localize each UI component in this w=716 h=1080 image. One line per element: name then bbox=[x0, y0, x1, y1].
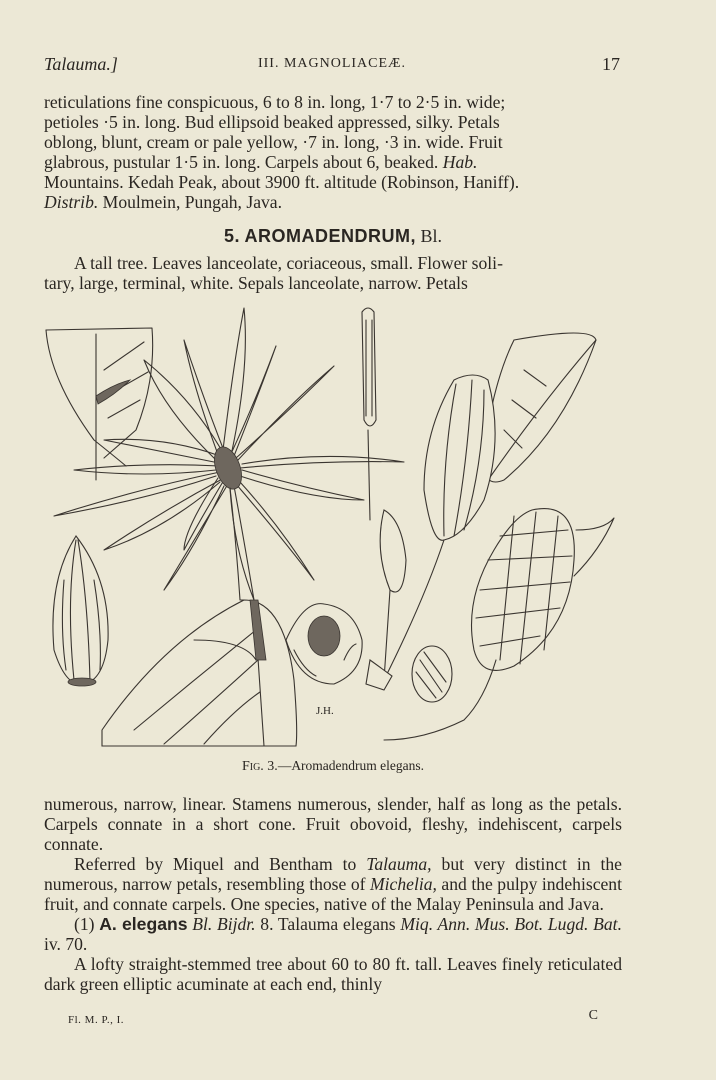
paragraph: numerous, narrow, linear. Stamens numerous, slender, half as long as the petals. Carpels connate in a short cone. Fruit obovoid, fleshy, indehiscent, carpels connate. bbox=[44, 794, 622, 854]
text-line: reticulations fine conspicuous, 6 to 8 in. long, 1·7 to 2·5 in. wide; bbox=[44, 92, 506, 112]
text-line: tary, large, terminal, white. Sepals lanceolate, narrow. Petals bbox=[44, 273, 468, 293]
artist-initials: J.H. bbox=[316, 705, 334, 717]
page-footer bbox=[68, 1008, 598, 1032]
header-family: III. MAGNOLIACEÆ. bbox=[257, 56, 407, 71]
genus-heading bbox=[44, 226, 622, 247]
species-entry: (1) A. elegans Bl. Bijdr. 8. Talauma elegans Miq. Ann. Mus. Bot. Lugd. Bat. iv. 70. bbox=[44, 914, 622, 954]
genus-name: AROMADENDRUM, bbox=[244, 226, 416, 246]
figure-caption bbox=[44, 758, 622, 775]
paragraph: A lofty straight-stemmed tree about 60 to 80 ft. tall. Leaves finely reticulated dark green elliptic acuminate at each end, thinly bbox=[44, 954, 622, 994]
leaf-bottom-center bbox=[102, 600, 297, 746]
running-header bbox=[44, 54, 620, 78]
genus-description-continued bbox=[44, 794, 622, 994]
talauma-description-continued bbox=[44, 92, 622, 212]
figure-label: Fig. 3. bbox=[241, 759, 278, 774]
text-line: glabrous, pustular 1·5 in. long. Carpels about 6, beaked. Hab. bbox=[44, 152, 478, 172]
paragraph: Referred by Miquel and Bentham to Talauma, but very distinct in the numerous, narrow petals, resembling those of Michelia, and the pulpy indehiscent fruit, and connate carpels. One species, native of the Malay Peninsula and Java. bbox=[44, 854, 622, 914]
text-line: Mountains. Kedah Peak, about 3900 ft. altitude (Robinson, Haniff). bbox=[44, 172, 520, 192]
genus-author: Bl. bbox=[420, 226, 443, 246]
botanical-illustration bbox=[44, 300, 624, 752]
flower-bud bbox=[53, 536, 108, 686]
header-genus: Talauma.] bbox=[44, 54, 118, 74]
page-number: 17 bbox=[602, 54, 620, 74]
text-line: oblong, blunt, cream or pale yellow, ·7 in. long, ·3 in. wide. Fruit bbox=[44, 132, 503, 152]
distribution-label: Distrib. bbox=[44, 192, 99, 212]
text-line: petioles ·5 in. long. Bud ellipsoid beaked appressed, silky. Petals bbox=[44, 112, 500, 132]
text-line: Distrib. Moulmein, Pungah, Java. bbox=[44, 192, 283, 212]
fruit bbox=[384, 509, 614, 740]
open-flower bbox=[54, 308, 404, 600]
species-name: A. elegans bbox=[99, 914, 188, 934]
carpel-section bbox=[286, 604, 362, 684]
genus-number: 5. bbox=[223, 226, 240, 246]
stamen bbox=[362, 308, 376, 520]
leaf-fragment-top-left bbox=[46, 328, 153, 480]
text-line: A tall tree. Leaves lanceolate, coriaceous, small. Flower soli- bbox=[74, 253, 503, 273]
gathering-mark: C bbox=[588, 1008, 598, 1023]
habitat-label: Hab. bbox=[442, 152, 478, 172]
signature-mark: Fl. M. P., I. bbox=[68, 1014, 125, 1026]
genus-description bbox=[44, 253, 622, 293]
figure-title: —Aromadendrum elegans. bbox=[277, 758, 425, 773]
